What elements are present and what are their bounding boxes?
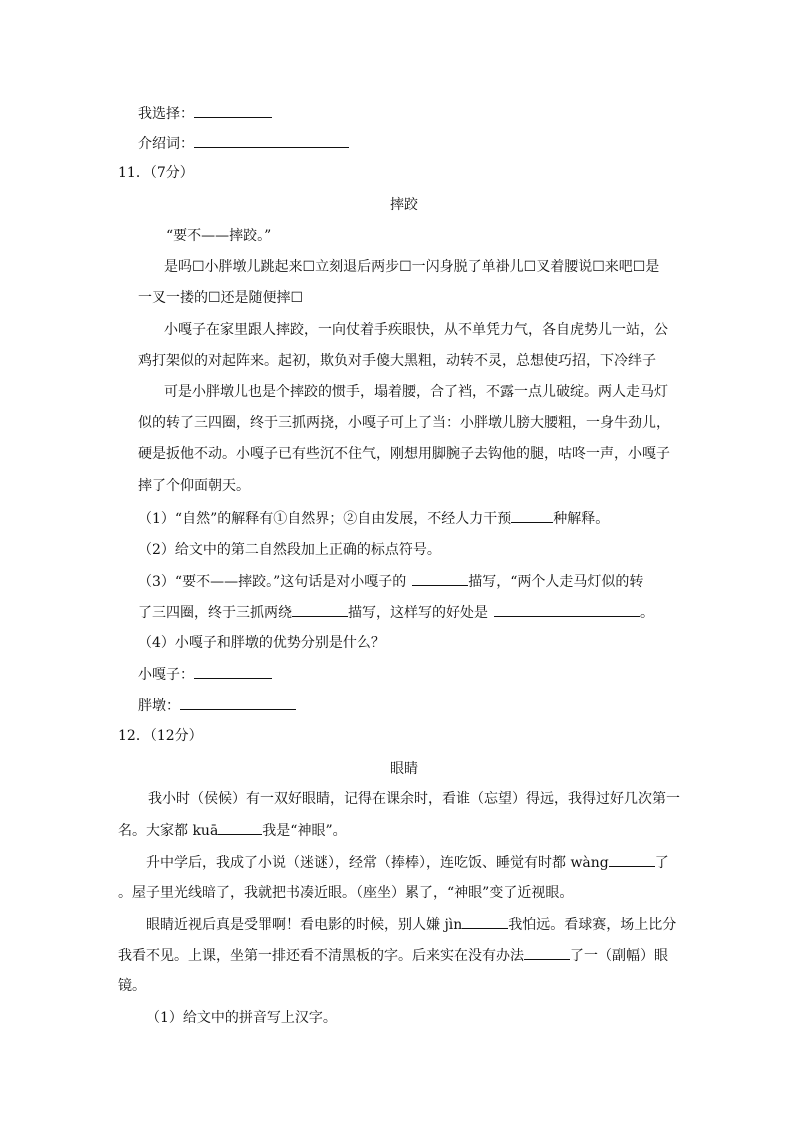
q11-sub3-text: （3）“要不——摔跤。”这句话是对小嘎子的 [138,574,407,590]
q12-p2-line1 [146,852,669,873]
q12-jin-blank[interactable] [462,914,508,929]
q12-p1-tail: 我是“神眼”。 [262,823,347,839]
q11-p3-line2: 鸡打架似的对起阵来。起初，欺负对手傻大黑粗，动转不灵，总想使巧招，下冷绊子 [138,353,656,369]
q11-sub1-tail: 种解释。 [553,511,610,527]
q12-p3-line3: 镜。 [118,978,146,994]
q11-title: 摔跤 [390,197,418,213]
q11-header: 11．（7分） [118,165,194,181]
q11-p2-line1: 是吗☐小胖墩儿跳起来☐立刻退后两步☐一闪身脱了单褂儿☐叉着腰说☐来吧☐是 [164,259,660,275]
q11-sub2: （2）给文中的第二自然段加上正确的标点符号。 [138,542,441,558]
q12-p2-tail: 了 [654,855,669,871]
q11-p4-line4: 摔了个仰面朝天。 [138,478,250,494]
q11-sub3-line2 [138,602,654,623]
q11-sub3-blank3[interactable] [494,602,640,617]
intro-line [138,133,349,154]
q11-p4-line2: 似的转了三四圈，终于三抓两挠，小嘎子可上了当：小胖墩儿膀大腰粗，一身牛劲儿， [138,415,670,431]
choose-line [138,103,272,124]
q11-ans-line1 [138,664,272,685]
q11-ans-blank2[interactable] [180,695,296,710]
intro-blank[interactable] [194,133,349,148]
q12-wang-blank[interactable] [609,852,655,867]
q11-ans-label2: 胖墩： [138,698,180,714]
q12-p1-line2 [118,820,347,841]
intro-label: 介绍词： [138,136,194,152]
q11-sub1-blank[interactable] [511,508,553,523]
q12-kua-blank[interactable] [218,820,262,835]
q12-p1-text: 名。大家都 kuā [118,823,219,839]
q11-p1: “要不——摔跤。” [166,228,272,244]
q12-p1-line1: 我小时（侯候）有一双好眼睛，记得在课余时，看谁（忘望）得远，我得过好几次第一 [148,791,680,807]
q12-header: 12．（12分） [118,728,203,744]
q11-sub1 [138,508,609,529]
q11-sub3-end: 。 [640,605,654,621]
q12-p3-line1 [146,914,676,935]
q11-sub3-blank2[interactable] [292,602,348,617]
q12-p3-text2: 我看不见。上课，坐第一排还看不清黑板的字。后来实在没有办法 [118,948,524,964]
q11-p2-line2: 一叉一搂的☐还是随便摔☐ [138,290,304,306]
q11-sub3-text2: 了三四圈，终于三抓两绕 [138,605,292,621]
q11-sub4: （4）小嘎子和胖墩的优势分别是什么？ [138,635,385,651]
q12-p3-tail: 我怕远。看球赛，场上比分 [508,917,677,933]
q11-sub3-mid: 描写，“两个人走马灯似的转 [468,574,644,590]
choose-blank[interactable] [194,103,272,118]
q11-ans-label1: 小嘎子： [138,667,194,683]
q11-p4-line1: 可是小胖墩儿也是个摔跤的惯手，塌着腰，合了裆，不露一点儿破绽。两人走马灯 [164,384,668,400]
q11-p4-line3: 硬是扳他不动。小嘎子已有些沉不住气，刚想用脚腕子去钩他的腿，咕咚一声，小嘎子 [138,446,670,462]
q12-p2-line2: 。屋子里光线暗了，我就把书凑近眼。（座坐）累了，“神眼”变了近视眼。 [118,885,574,901]
q12-title: 眼睛 [390,761,418,777]
q12-p3-blank2[interactable] [524,945,570,960]
q12-p3-text: 眼睛近视后真是受罪啊！看电影的时候，别人嫌 jìn [146,917,463,933]
choose-label: 我选择： [138,106,194,122]
q12-p3-line2 [118,945,668,966]
q12-p2-text: 升中学后，我成了小说（迷谜），经常（捧棒），连吃饭、睡觉有时都 wàng [146,855,609,871]
q11-sub3-blank1[interactable] [412,571,468,586]
q11-p3-line1: 小嘎子在家里跟人摔跤，一向仗着手疾眼快，从不单凭力气，各自虎势儿一站，公 [164,322,668,338]
q12-p3-tail2: 了一（副幅）眼 [570,948,668,964]
q11-sub1-text: （1）“自然”的解释有①自然界；②自由发展，不经人力干预 [138,511,512,527]
q11-ans-blank1[interactable] [194,664,272,679]
q11-sub3-text3: 描写，这样写的好处是 [348,605,488,621]
q11-ans-line2 [138,695,296,716]
q11-sub3-line1 [138,571,643,592]
q12-sub1: （1）给文中的拼音写上汉字。 [146,1010,337,1026]
